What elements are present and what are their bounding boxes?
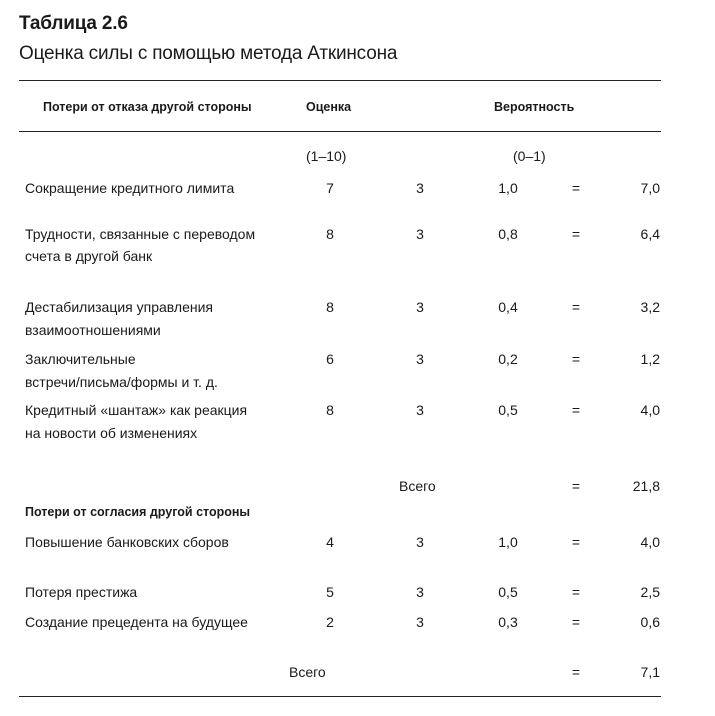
- row-label-line2: на новости об изменениях: [25, 425, 198, 441]
- row-probability: 1,0: [498, 534, 518, 550]
- row-weight: 3: [416, 226, 424, 242]
- row-result: 2,5: [640, 584, 660, 600]
- row-probability: 0,4: [498, 299, 518, 315]
- row-result: 3,2: [640, 299, 660, 315]
- row-weight: 3: [416, 299, 424, 315]
- bottom-rule: [19, 696, 661, 697]
- row-probability: 0,2: [498, 351, 518, 367]
- row-label-line2: счета в другой банк: [25, 248, 153, 264]
- score-range: (1–10): [306, 148, 347, 164]
- table-number: Таблица 2.6: [19, 13, 128, 34]
- row-probability: 0,8: [498, 226, 518, 242]
- header-losses-refusal: Потери от отказа другой стороны: [43, 100, 252, 114]
- row-equals: =: [571, 584, 581, 600]
- row-label: Кредитный «шантаж» как реакция: [25, 402, 248, 418]
- row-weight: 3: [416, 584, 424, 600]
- row-equals: =: [571, 299, 581, 315]
- row-weight: 3: [416, 614, 424, 630]
- row-equals: =: [571, 534, 581, 550]
- row-probability: 0,5: [498, 402, 518, 418]
- row-score: 8: [326, 299, 334, 315]
- row-label: Создание прецедента на будущее: [25, 614, 248, 630]
- row-score: 7: [326, 180, 334, 196]
- row-label-line2: встречи/письма/формы и т. д.: [25, 374, 218, 390]
- row-equals: =: [571, 402, 581, 418]
- row-label: Повышение банковских сборов: [25, 534, 229, 550]
- table-title: Оценка силы с помощью метода Аткинсона: [19, 43, 398, 64]
- total-equals: =: [571, 664, 581, 680]
- row-probability: 1,0: [498, 180, 518, 196]
- row-result: 4,0: [640, 402, 660, 418]
- row-weight: 3: [416, 402, 424, 418]
- header-score: Оценка: [306, 100, 352, 114]
- row-weight: 3: [416, 534, 424, 550]
- row-result: 6,4: [640, 226, 660, 242]
- row-equals: =: [571, 180, 581, 196]
- row-label: Сокращение кредитного лимита: [25, 180, 235, 196]
- row-equals: =: [571, 351, 581, 367]
- row-label: Потеря престижа: [25, 584, 138, 600]
- total-value: 7,1: [640, 664, 660, 680]
- row-equals: =: [571, 226, 581, 242]
- row-score: 4: [326, 534, 334, 550]
- row-weight: 3: [416, 351, 424, 367]
- probability-range: (0–1): [513, 148, 546, 164]
- row-score: 2: [326, 614, 334, 630]
- row-weight: 3: [416, 180, 424, 196]
- row-score: 8: [326, 402, 334, 418]
- row-result: 1,2: [640, 351, 660, 367]
- row-result: 7,0: [640, 180, 660, 196]
- row-label-line2: взаимоотношениями: [25, 322, 161, 338]
- row-score: 5: [326, 584, 334, 600]
- total-equals: =: [571, 478, 581, 494]
- total-label: Всего: [289, 664, 326, 680]
- total-label: Всего: [399, 478, 436, 494]
- total-value: 21,8: [632, 478, 660, 494]
- row-result: 0,6: [640, 614, 660, 630]
- header-probability: Вероятность: [494, 100, 575, 114]
- row-probability: 0,5: [498, 584, 518, 600]
- row-equals: =: [571, 614, 581, 630]
- row-score: 6: [326, 351, 334, 367]
- header-rule: [19, 131, 661, 132]
- top-rule: [19, 80, 661, 81]
- row-score: 8: [326, 226, 334, 242]
- row-label: Трудности, связанные с переводом: [25, 226, 256, 242]
- row-label: Заключительные: [25, 351, 136, 367]
- row-probability: 0,3: [498, 614, 518, 630]
- row-result: 4,0: [640, 534, 660, 550]
- section-header-consent: Потери от согласия другой стороны: [25, 505, 251, 519]
- row-label: Дестабилизация управления: [25, 299, 214, 315]
